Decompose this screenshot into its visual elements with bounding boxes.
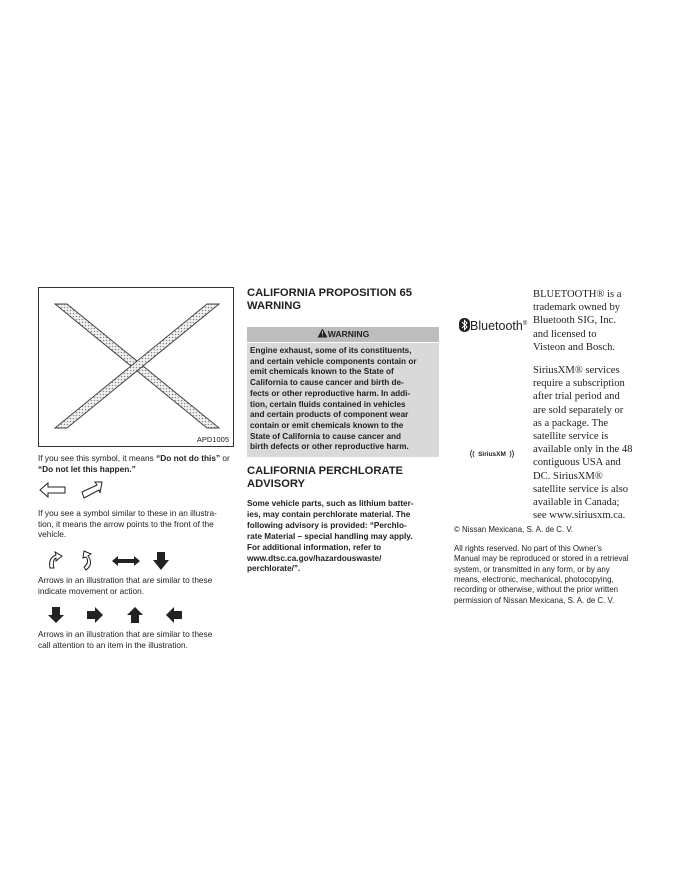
siriusxm-text: SiriusXM® services require a subscription after trial period and are sold separately or as a package. The satellite service is available only in the 48 contiguous USA and DC. SiriusXM® satellite service is also available in Canada; see www.siriusxm.ca.	[533, 365, 633, 522]
push-arrow-icon	[153, 550, 171, 572]
warning-triangle-icon	[317, 328, 328, 338]
curved-arrow-up-icon	[80, 550, 98, 572]
attention-arrow-text: Arrows in an illustration that are similar to these call attention to an item in the illustration.	[38, 629, 213, 650]
figure-label: APD1005	[196, 435, 229, 444]
do-not-symbol-text: If you see this symbol, it means “Do not do this” or “Do not let this happen.”	[38, 453, 230, 474]
copyright-text: © Nissan Mexicana, S. A. de C. V.	[454, 525, 574, 535]
curved-arrow-icon	[46, 550, 66, 572]
up-arrow-icon	[127, 606, 143, 624]
left-arrow-icon	[165, 607, 183, 623]
perchlorate-text: Some vehicle parts, such as lithium batter- ies, may contain perchlorate material. The following advisory is provided: “Perchlo- rate Material – special handling may apply. For additional information, refer to www.dtsc.ca.gov/hazardouswaste/ perchlorate/”.	[247, 499, 414, 574]
front-arrow-diagonal-icon	[78, 480, 104, 500]
rights-reserved-text: All rights reserved. No part of this Owner’s Manual may be reproduced or stored in a retrieval system, or transmitted in any form, or by any means, electronic, mechanical, photocopying, recording or otherwise, without the prior written permission of Nissan Mexicana, S. A. de C. V.	[454, 543, 629, 605]
left-column	[38, 287, 234, 650]
svg-text:SiriusXM: SiriusXM	[478, 451, 506, 458]
perchlorate-heading: CALIFORNIA PERCHLORATE ADVISORY	[247, 465, 403, 491]
front-arrow-text: If you see a symbol similar to these in an illustra- tion, it means the arrow points to the front of the vehicle.	[38, 508, 217, 540]
middle-column	[247, 287, 439, 575]
front-arrow-icons	[38, 480, 234, 502]
right-column	[454, 288, 647, 606]
movement-arrow-icons	[38, 550, 234, 574]
do-not-symbol-figure	[38, 287, 234, 447]
prop65-heading: CALIFORNIA PROPOSITION 65 WARNING	[247, 287, 412, 312]
down-arrow-icon	[48, 606, 64, 624]
front-arrow-left-icon	[38, 481, 68, 499]
warning-text: Engine exhaust, some of its constituents, and certain vehicle components contain or emit chemicals known to the State of California to cause cancer and birth de- fects or other reproductive harm. In addi- tion, certain fluids contained in vehicles and certain products of component wear contain or emit chemicals known to the State of California to cause cancer and birth defects or other reproductive harm.	[247, 343, 439, 457]
x-mark-icon	[39, 288, 233, 446]
bluetooth-text: BLUETOOTH® is a trademark owned by Bluetooth SIG, Inc. and licensed to Visteon and Bosch.	[533, 289, 622, 353]
right-arrow-icon	[86, 607, 104, 623]
warning-label: WARNING	[327, 329, 370, 339]
bluetooth-logo: Bluetooth®	[459, 318, 527, 333]
attention-arrow-icons	[38, 606, 234, 628]
movement-arrow-text: Arrows in an illustration that are similar to these indicate movement or action.	[38, 574, 213, 596]
warning-header	[247, 327, 439, 342]
double-arrow-icon	[111, 553, 141, 569]
